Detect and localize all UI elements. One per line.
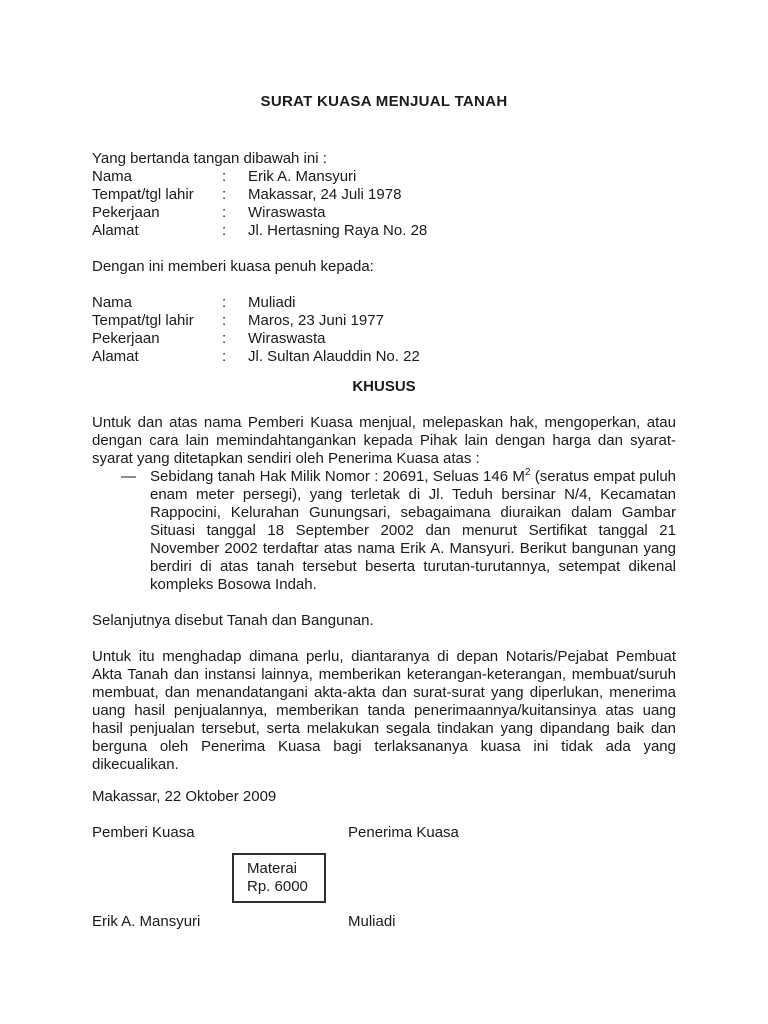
field-label: Alamat: [92, 222, 139, 239]
signature-roles-row: [92, 824, 676, 842]
field-colon: :: [222, 168, 227, 185]
paragraph-authority: Untuk dan atas nama Pemberi Kuasa menjual, melepaskan hak, mengoperkan, atau dengan cara lain memindahtangankan kepada Pihak lain dengan harga dan syarat-syarat yang ditetapkan sendiri oleh Penerima Kuasa atas :: [92, 414, 676, 467]
field-colon: :: [222, 204, 227, 221]
dateline: Makassar, 22 Oktober 2009: [92, 788, 277, 805]
field-colon: :: [222, 294, 227, 311]
document-title: SURAT KUASA MENJUAL TANAH: [260, 93, 508, 110]
field-value: Jl. Sultan Alauddin No. 22: [248, 348, 420, 365]
field-label: Pekerjaan: [92, 330, 160, 347]
field-colon: :: [222, 330, 227, 347]
stamp-line-1: Materai: [247, 860, 298, 877]
field-value: Wiraswasta: [248, 204, 326, 221]
stamp-duty-box: [232, 853, 326, 903]
field-value: Jl. Hertasning Raya No. 28: [248, 222, 428, 239]
signature-names-row: [92, 913, 676, 931]
land-description-text: Sebidang tanah Hak Milik Nomor : 20691, Seluas 146 M: [150, 468, 525, 485]
field-row: [92, 348, 676, 366]
field-value: Muliadi: [248, 294, 296, 311]
field-label: Nama: [92, 294, 133, 311]
dash-marker: —: [121, 468, 136, 485]
section-heading-khusus: KHUSUS: [352, 378, 416, 395]
field-label: Tempat/tgl lahir: [92, 312, 194, 329]
field-label: Pekerjaan: [92, 204, 160, 221]
field-label: Nama: [92, 168, 133, 185]
grantor-role-label: Pemberi Kuasa: [92, 824, 195, 841]
field-colon: :: [222, 186, 227, 203]
party1-fields: [92, 168, 676, 240]
field-row: [92, 312, 676, 330]
grantee-name: Muliadi: [348, 913, 396, 930]
field-value: Erik A. Mansyuri: [248, 168, 357, 185]
field-row: [92, 330, 676, 348]
field-row: [92, 168, 676, 186]
field-colon: :: [222, 312, 227, 329]
field-value: Wiraswasta: [248, 330, 326, 347]
land-description-text-continued: (seratus empat puluh enam meter persegi), yang terletak di Jl. Teduh bersinar N/4, Kecamatan Rappocini, Kelurahan Gunungsari, sebagaimana diuraikan dalam Gambar Situasi tanggal 18 September 2002 dan menurut Sertifikat tanggal 21 November 2002 terdaftar atas nama Erik A. Mansyuri. Berikut bangunan yang berdiri di atas tanah tersebut beserta turutan-turutannya, setempat dikenal kompleks Bosowa Indah.: [150, 468, 677, 593]
grant-intro-line: Dengan ini memberi kuasa penuh kepada:: [92, 258, 374, 275]
grantor-name: Erik A. Mansyuri: [92, 913, 201, 930]
field-value: Maros, 23 Juni 1977: [248, 312, 384, 329]
stamp-line-2: Rp. 6000: [247, 878, 308, 895]
field-colon: :: [222, 348, 227, 365]
field-row: [92, 186, 676, 204]
land-description-item: [92, 468, 676, 594]
square-meter-superscript: 2: [524, 467, 531, 478]
paragraph-notary: Untuk itu menghadap dimana perlu, diantaranya di depan Notaris/Pejabat Pembuat Akta Tanah dan instansi lainnya, memberikan keterangan-keterangan, membuat/suruh membuat, dan menandatangani akta-akta dan surat-surat yang diperlukan, menerima uang hasil penjualannya, memberikan tanda penerimaannya/kuitansinya atas uang hasil penjualan tersebut, serta melakukan segala tindakan yang dipandang baik dan berguna oleh Penerima Kuasa bagi terlaksananya kuasa ini tidak ada yang dikecualikan.: [92, 648, 676, 773]
closing-statement: Selanjutnya disebut Tanah dan Bangunan.: [92, 612, 374, 629]
field-row: [92, 222, 676, 240]
field-label: Tempat/tgl lahir: [92, 186, 194, 203]
intro-line: Yang bertanda tangan dibawah ini :: [92, 150, 327, 167]
field-row: [92, 294, 676, 312]
field-row: [92, 204, 676, 222]
grantee-role-label: Penerima Kuasa: [348, 824, 459, 841]
field-value: Makassar, 24 Juli 1978: [248, 186, 402, 203]
party2-fields: [92, 294, 676, 366]
field-colon: :: [222, 222, 227, 239]
field-label: Alamat: [92, 348, 139, 365]
